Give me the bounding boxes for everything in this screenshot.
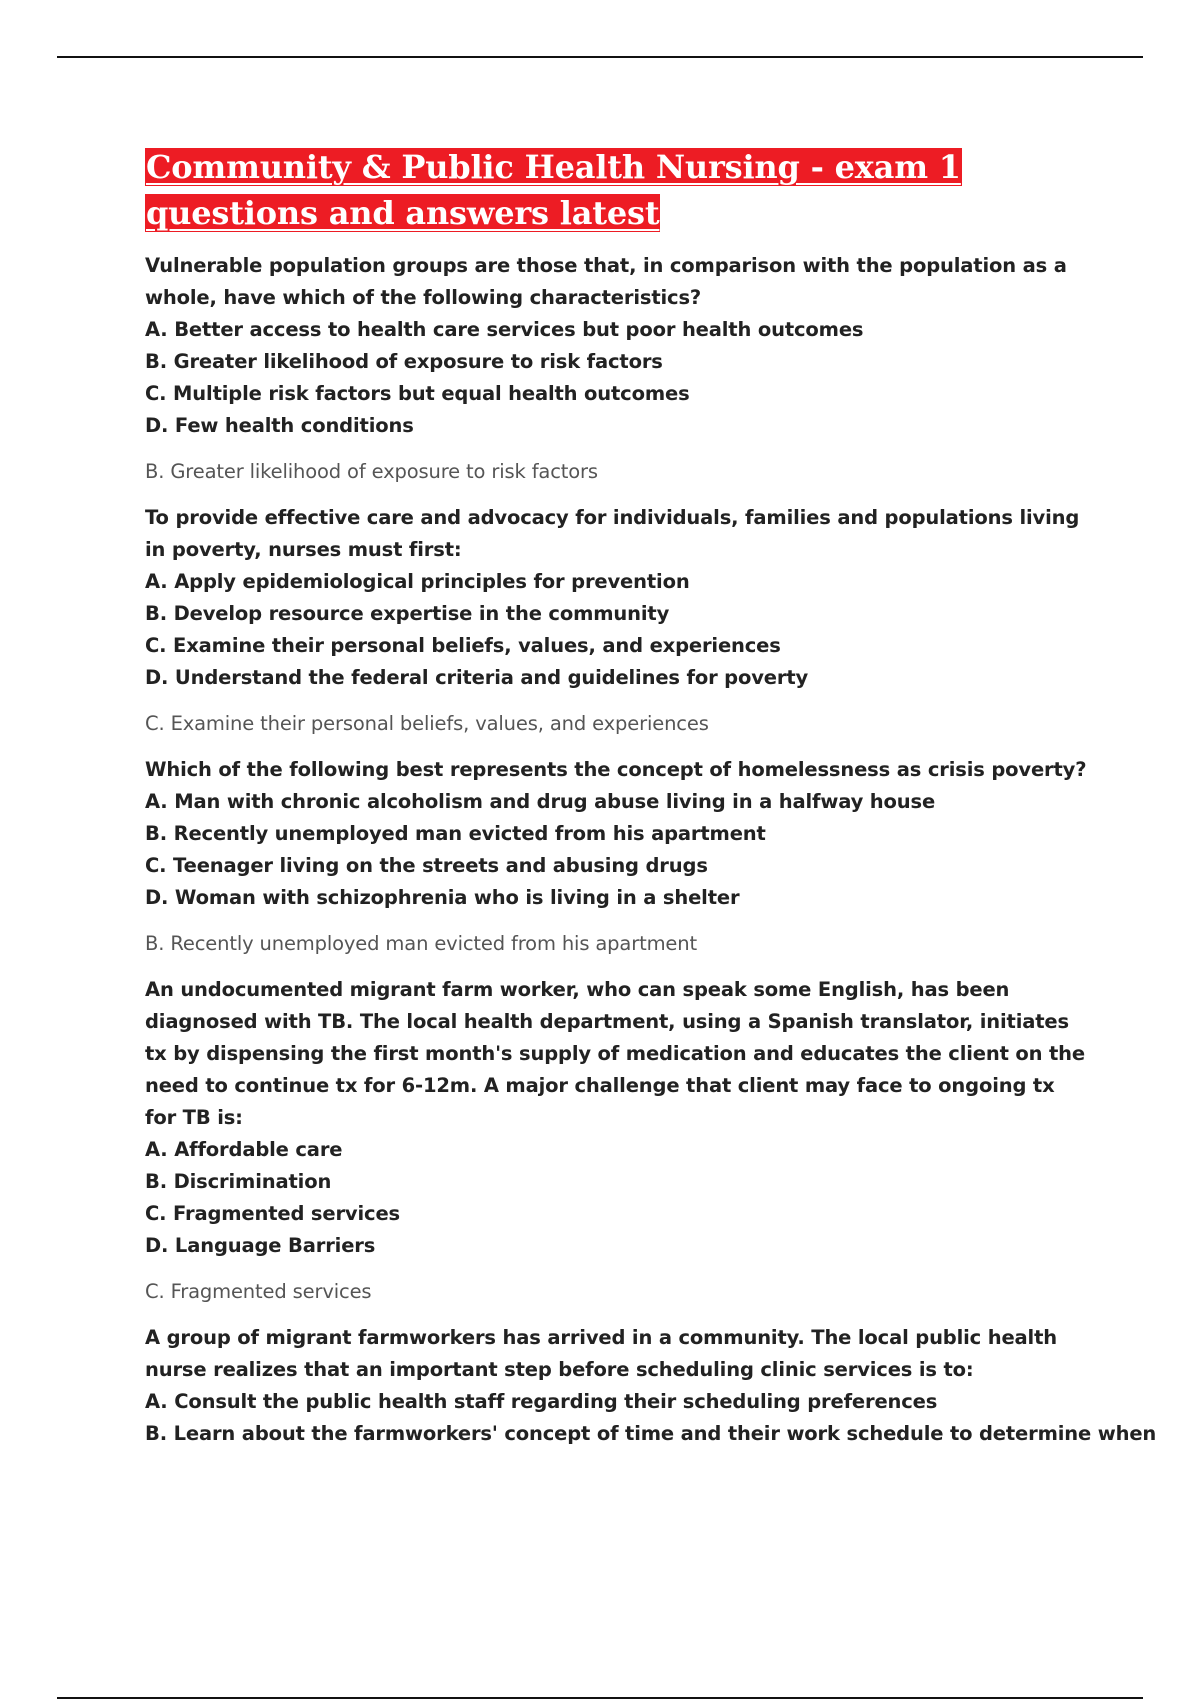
- question-block-5: [145, 1322, 1157, 1450]
- option-item: A. Better access to health care services but poor health outcomes: [145, 318, 864, 341]
- option-item: B. Discrimination: [145, 1170, 332, 1193]
- option-item: D. Understand the federal criteria and guidelines for poverty: [145, 666, 809, 689]
- question-prompt: An undocumented migrant farm worker, who can speak some English, has been diagnosed with TB. The local health department, using a Spanish translator, initiates tx by dispensing the first month's supply of medication and educates the client on the need to continue tx for 6-12m. A major challenge that client may face to ongoing tx for TB is:: [145, 978, 1085, 1129]
- option-item: A. Apply epidemiological principles for prevention: [145, 570, 690, 593]
- question-block-4: [145, 974, 1090, 1308]
- option-item: C. Teenager living on the streets and abusing drugs: [145, 854, 708, 877]
- option-item: D. Woman with schizophrenia who is living in a shelter: [145, 886, 740, 909]
- option-list: [145, 786, 1090, 914]
- option-list: [145, 566, 1090, 694]
- answer-text: C. Fragmented services: [145, 1280, 372, 1303]
- question-block-3: [145, 754, 1090, 960]
- question-prompt: Which of the following best represents the concept of homelessness as crisis poverty?: [145, 758, 1087, 781]
- option-item: D. Language Barriers: [145, 1234, 376, 1257]
- option-list: [145, 1134, 1090, 1262]
- option-item: C. Fragmented services: [145, 1202, 400, 1225]
- top-rule: [57, 56, 1143, 58]
- document-title-text: Community & Public Health Nursing - exam 1 questions and answers latest: [146, 148, 961, 232]
- option-item: D. Few health conditions: [145, 414, 414, 437]
- question-block-2: [145, 502, 1090, 740]
- question-prompt: To provide effective care and advocacy for individuals, families and populations living in poverty, nurses must first:: [145, 506, 1080, 561]
- question-block-1: [145, 250, 1090, 488]
- option-item: A. Man with chronic alcoholism and drug abuse living in a halfway house: [145, 790, 936, 813]
- option-item: B. Greater likelihood of exposure to risk factors: [145, 350, 663, 373]
- option-list: [145, 1386, 1157, 1450]
- answer-text: B. Recently unemployed man evicted from his apartment: [145, 932, 697, 955]
- document-title: [145, 144, 1090, 236]
- option-item: C. Multiple risk factors but equal health outcomes: [145, 382, 690, 405]
- option-item: A. Affordable care: [145, 1138, 343, 1161]
- answer-text: B. Greater likelihood of exposure to risk factors: [145, 460, 598, 483]
- bottom-rule: [57, 1697, 1143, 1699]
- option-item: B. Recently unemployed man evicted from his apartment: [145, 822, 766, 845]
- option-item: B. Learn about the farmworkers' concept of time and their work schedule to determine when: [145, 1422, 1157, 1445]
- option-item: C. Examine their personal beliefs, values, and experiences: [145, 634, 781, 657]
- document-body: [145, 144, 1157, 1450]
- option-item: B. Develop resource expertise in the community: [145, 602, 670, 625]
- option-item: A. Consult the public health staff regarding their scheduling preferences: [145, 1390, 938, 1413]
- question-prompt: Vulnerable population groups are those that, in comparison with the population as a whole, have which of the following characteristics?: [145, 254, 1067, 309]
- option-list: [145, 314, 1090, 442]
- answer-text: C. Examine their personal beliefs, values, and experiences: [145, 712, 709, 735]
- question-prompt: A group of migrant farmworkers has arrived in a community. The local public health nurse realizes that an important step before scheduling clinic services is to:: [145, 1326, 1057, 1381]
